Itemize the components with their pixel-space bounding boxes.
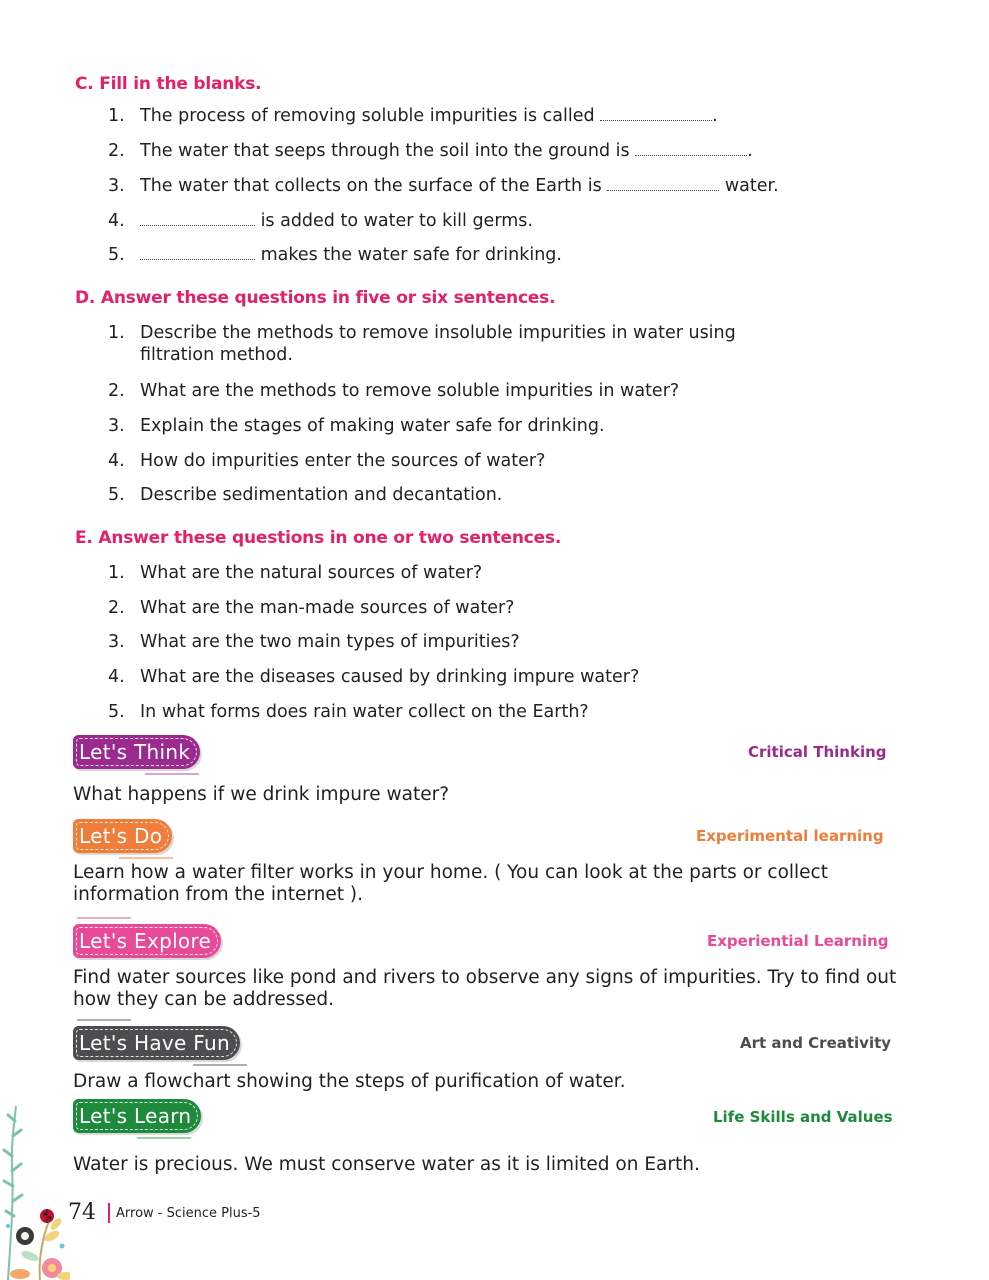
- blank-line: [140, 212, 255, 226]
- question-e-3: [108, 631, 520, 653]
- lets-have-fun-tag: [73, 1026, 240, 1060]
- item-number: 5.: [108, 245, 125, 265]
- item-number: 4.: [108, 211, 125, 231]
- item-text: In what forms does rain water collect on the Earth?: [140, 702, 589, 722]
- question-e-2: [108, 597, 514, 619]
- question-d-4: [108, 450, 545, 472]
- fill-blank-item-2: [108, 140, 753, 162]
- lets-explore-text: Find water sources like pond and rivers to observe any signs of impurities. Try to find out how they can be addressed.: [73, 967, 897, 1010]
- item-number: 1.: [108, 106, 125, 126]
- question-d-2: [108, 380, 679, 402]
- question-d-3: [108, 415, 605, 437]
- lets-learn-text: Water is precious. We must conserve water as it is limited on Earth.: [73, 1154, 700, 1175]
- item-number: 2.: [108, 381, 125, 401]
- section-c-heading: C. Fill in the blanks.: [75, 74, 262, 94]
- page-number: 74: [68, 1200, 96, 1225]
- item-number: 3.: [108, 176, 125, 196]
- item-number: 5.: [108, 485, 125, 505]
- tag-overline: [77, 917, 131, 919]
- tag-label: Let's Do: [79, 824, 163, 848]
- floral-decoration-icon: [0, 1096, 70, 1280]
- skill-experimental-learning: Experimental learning: [696, 827, 884, 845]
- item-text-after: makes the water safe for drinking.: [255, 245, 562, 265]
- section-e-heading: E. Answer these questions in one or two sentences.: [75, 528, 562, 548]
- question-d-5: [108, 484, 502, 506]
- tag-label: Let's Think: [79, 740, 191, 764]
- blank-line: [607, 177, 719, 191]
- blank-line: [635, 142, 747, 156]
- fill-blank-item-3: [108, 175, 779, 197]
- tag-label: Let's Learn: [79, 1104, 192, 1128]
- question-e-4: [108, 666, 639, 688]
- lets-explore-tag: [73, 924, 221, 958]
- item-number: 1.: [108, 563, 125, 583]
- item-text: Describe sedimentation and decantation.: [140, 485, 503, 505]
- tag-underline: [145, 773, 199, 775]
- tag-overline: [77, 1019, 131, 1021]
- fill-blank-item-4: [108, 210, 533, 232]
- item-number: 3.: [108, 416, 125, 436]
- item-text: The process of removing soluble impurities is called: [140, 106, 601, 126]
- tag-underline: [119, 857, 173, 859]
- fill-blank-item-5: [108, 244, 562, 266]
- item-text: What are the two main types of impurities?: [140, 632, 520, 652]
- question-d-1: [108, 322, 788, 366]
- item-number: 2.: [108, 141, 125, 161]
- tag-label: Let's Have Fun: [79, 1031, 230, 1055]
- section-d-heading: D. Answer these questions in five or six sentences.: [75, 288, 556, 308]
- item-text: Describe the methods to remove insoluble impurities in water using filtration method.: [140, 323, 736, 365]
- item-number: 5.: [108, 702, 125, 722]
- item-text: What are the natural sources of water?: [140, 563, 483, 583]
- item-number: 2.: [108, 598, 125, 618]
- lets-think-tag: [73, 735, 200, 769]
- item-number: 4.: [108, 667, 125, 687]
- item-number: 4.: [108, 451, 125, 471]
- blank-line: [600, 107, 712, 121]
- item-text: Explain the stages of making water safe for drinking.: [140, 416, 605, 436]
- item-text: What are the man-made sources of water?: [140, 598, 515, 618]
- lets-do-text: Learn how a water filter works in your home. ( You can look at the parts or collect information from the internet ).: [73, 862, 828, 905]
- item-text-after: is added to water to kill germs.: [255, 211, 533, 231]
- lets-learn-tag: [73, 1099, 201, 1133]
- item-text-after: water.: [719, 176, 779, 196]
- item-text: What are the methods to remove soluble impurities in water?: [140, 381, 680, 401]
- skill-experiential-learning: Experiential Learning: [707, 932, 889, 950]
- tag-underline: [193, 1064, 247, 1066]
- blank-line: [140, 246, 255, 260]
- skill-critical-thinking: Critical Thinking: [748, 743, 887, 761]
- fill-blank-item-1: [108, 105, 718, 127]
- item-text: The water that collects on the surface of the Earth is: [140, 176, 608, 196]
- item-text: What are the diseases caused by drinking impure water?: [140, 667, 640, 687]
- item-number: 3.: [108, 632, 125, 652]
- item-text-after: .: [747, 141, 753, 161]
- item-text: How do impurities enter the sources of water?: [140, 451, 546, 471]
- tag-label: Let's Explore: [79, 929, 212, 953]
- lets-do-tag: [73, 819, 172, 853]
- footer-divider: [108, 1203, 110, 1223]
- skill-art-creativity: Art and Creativity: [740, 1034, 892, 1052]
- item-text-after: .: [712, 106, 718, 126]
- lets-think-text: What happens if we drink impure water?: [73, 784, 450, 805]
- item-text: The water that seeps through the soil into the ground is: [140, 141, 636, 161]
- item-number: 1.: [108, 323, 125, 343]
- question-e-5: [108, 701, 589, 723]
- question-e-1: [108, 562, 482, 584]
- lets-have-fun-text: Draw a flowchart showing the steps of purification of water.: [73, 1071, 626, 1092]
- tag-underline: [137, 1137, 191, 1139]
- book-title: Arrow - Science Plus-5: [116, 1206, 261, 1221]
- skill-life-skills: Life Skills and Values: [713, 1108, 893, 1126]
